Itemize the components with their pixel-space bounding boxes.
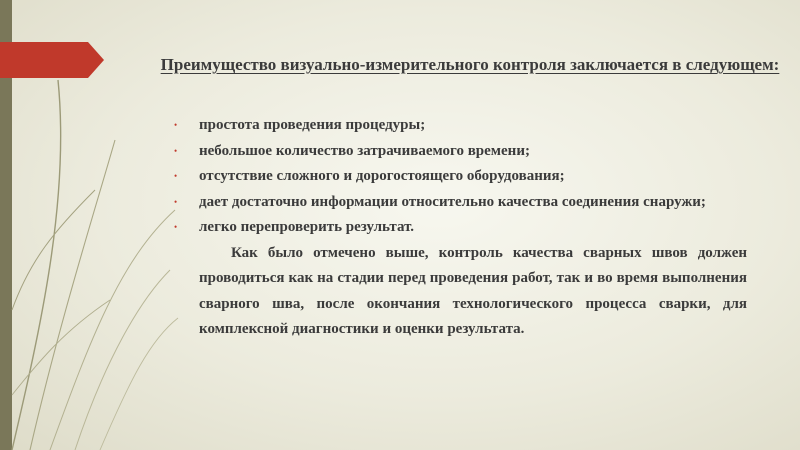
list-item bbox=[172, 113, 747, 139]
bullet-icon: • bbox=[174, 222, 178, 232]
bullet-text: простота проведения процедуры; bbox=[199, 117, 426, 133]
slide-title: Преимущество визуально-измерительного контроля заключается в следующем: bbox=[160, 55, 780, 74]
list-item bbox=[172, 190, 747, 216]
body-paragraph: Как было отмечено выше, контроль качества сварных швов должен проводиться как на стадии перед проведения работ, так и во время выполнения сварного шва, после окончания технологического процесса сварки, для комплексной диагностики и оценки результата. bbox=[199, 244, 747, 337]
bullet-text: легко перепроверить результат. bbox=[199, 219, 415, 235]
bullet-text: дает достаточно информации относительно качества соединения снаружи; bbox=[199, 193, 706, 210]
list-item bbox=[172, 164, 747, 190]
slide-content bbox=[172, 113, 747, 343]
bullet-list bbox=[172, 113, 747, 241]
list-item bbox=[172, 139, 747, 165]
bullet-icon: • bbox=[174, 171, 178, 181]
bullet-icon: • bbox=[174, 145, 178, 156]
bullet-icon: • bbox=[174, 120, 178, 130]
list-item bbox=[172, 215, 747, 241]
bullet-text: отсутствие сложного и дорогостоящего оборудования; bbox=[199, 168, 565, 184]
bullet-icon: • bbox=[174, 196, 178, 207]
bullet-text: небольшое количество затрачиваемого времени; bbox=[199, 142, 530, 159]
